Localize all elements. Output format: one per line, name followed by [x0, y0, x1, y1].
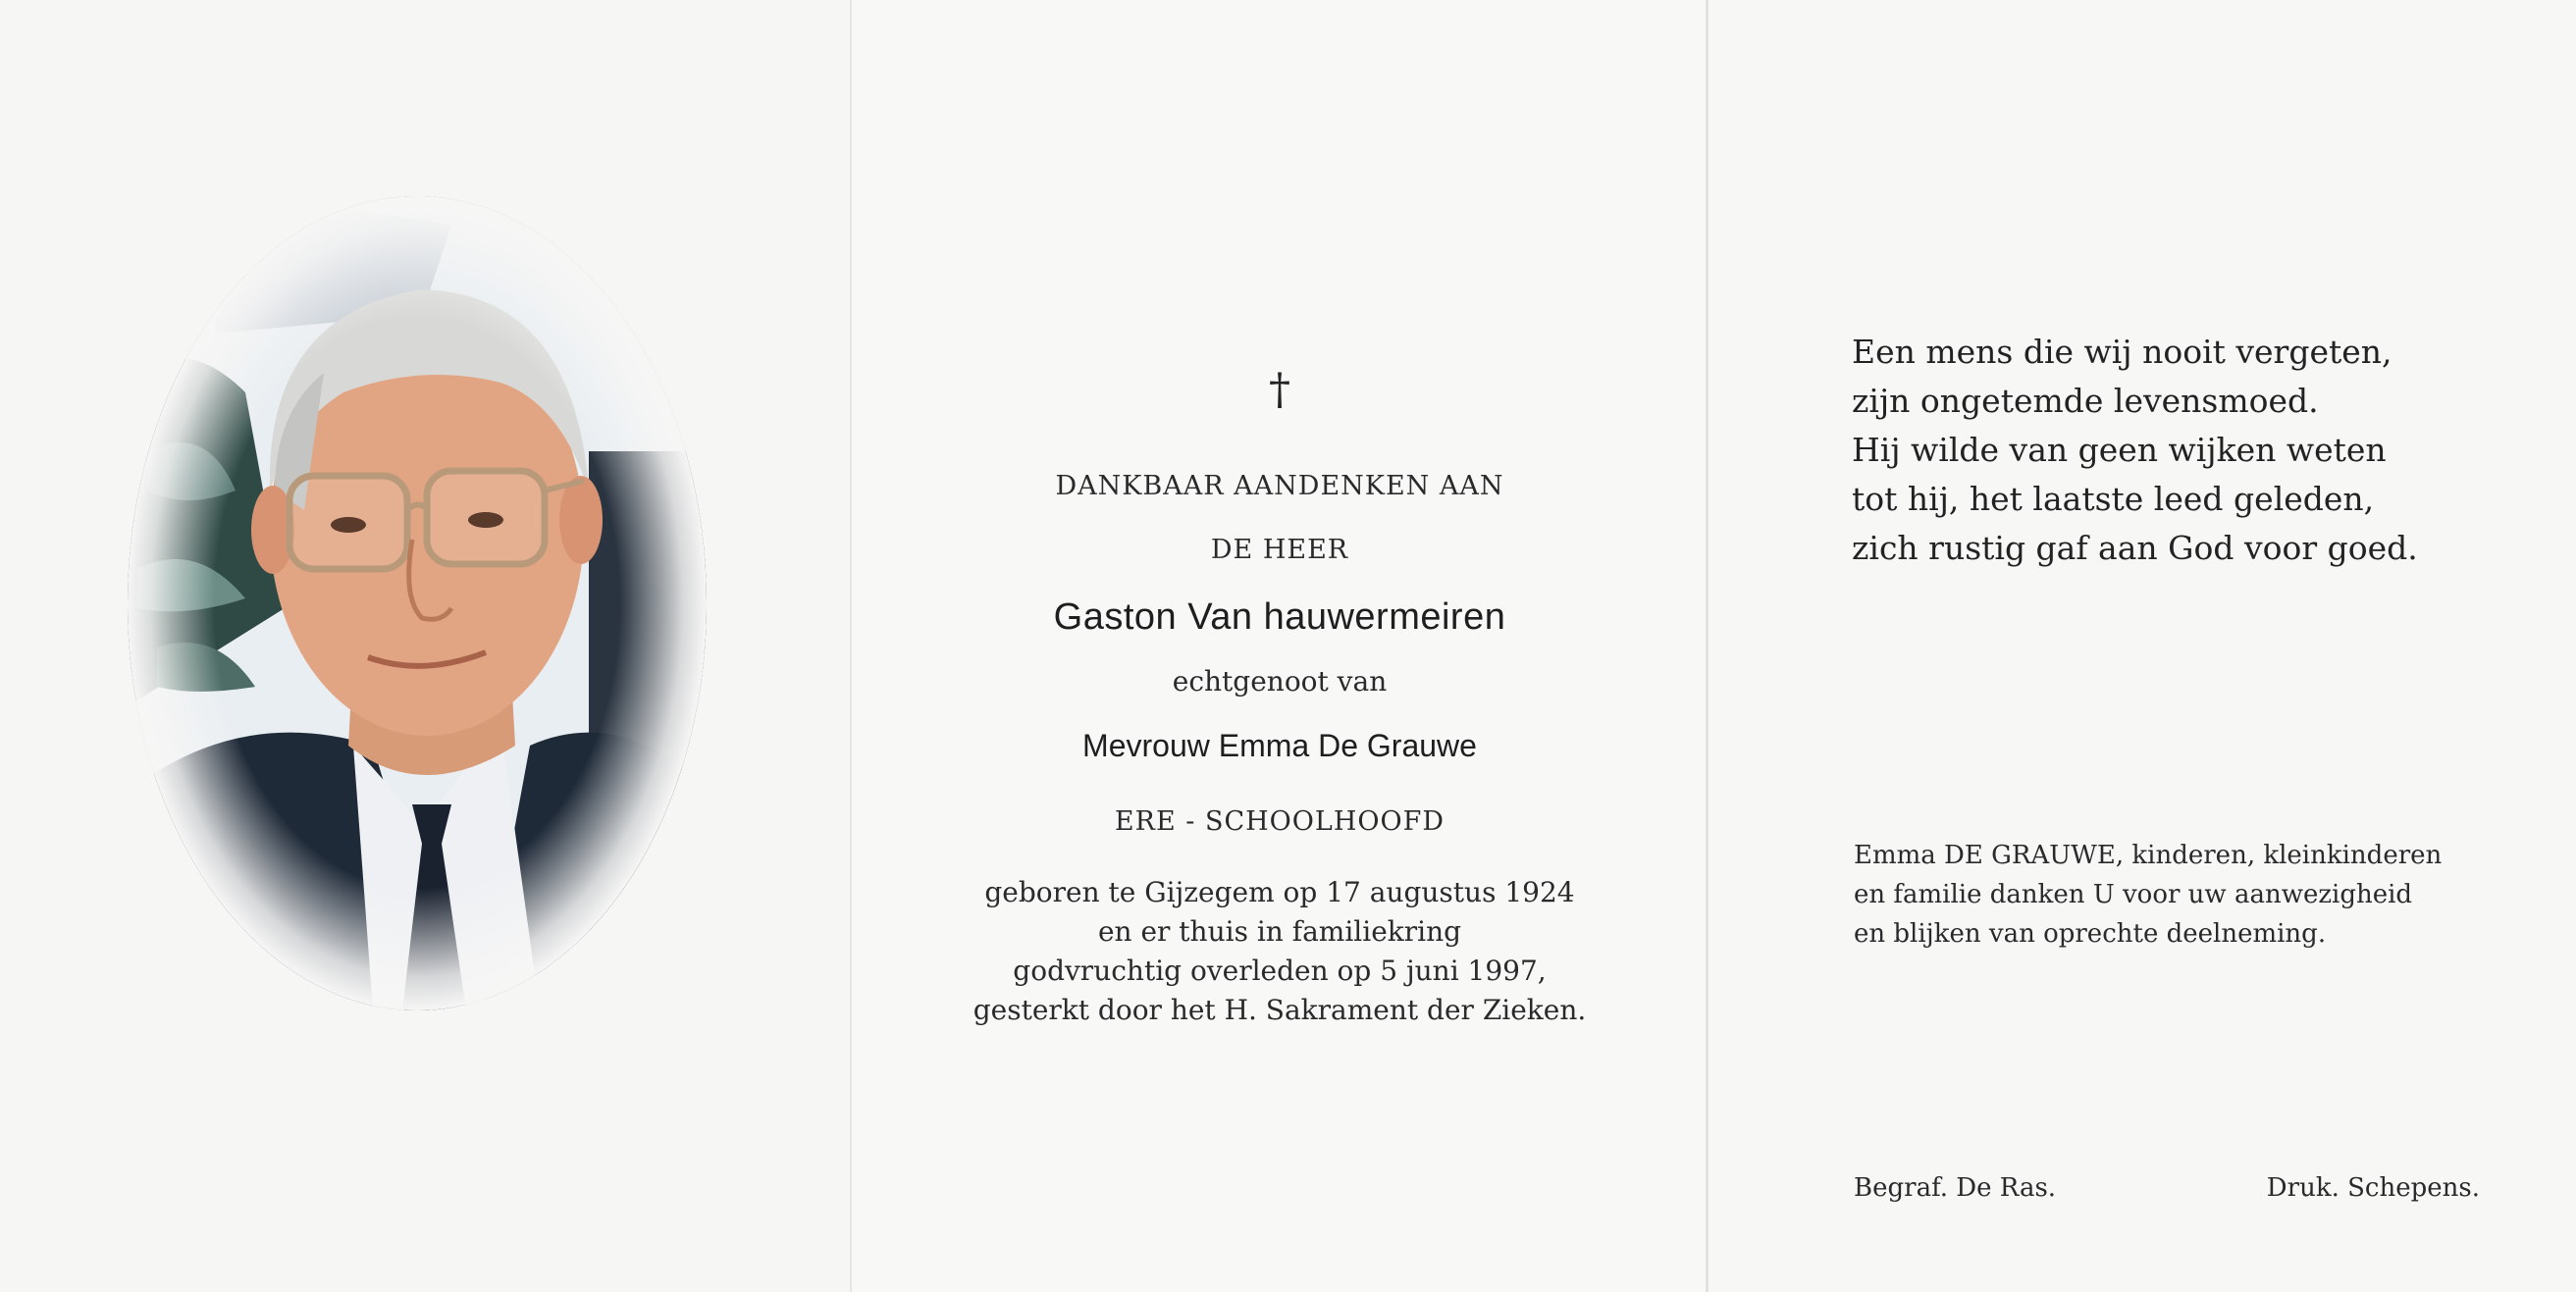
- thanks-note: [1854, 836, 2442, 954]
- life-line: gesterkt door het H. Sakrament der Zieken.: [973, 994, 1587, 1026]
- thanks-line: en familie danken U voor uw aanwezigheid: [1854, 880, 2413, 909]
- poem-line: zich rustig gaf aan God voor goed.: [1852, 529, 2418, 567]
- memorial-text-panel: [850, 0, 1706, 1292]
- honorific: DE HEER: [1210, 535, 1349, 565]
- portrait-panel: [0, 0, 850, 1292]
- deceased-name: Gaston Van hauwermeiren: [1053, 596, 1506, 638]
- poem-line: zijn ongetemde levensmoed.: [1852, 382, 2319, 420]
- life-line: en er thuis in familiekring: [1097, 915, 1462, 948]
- portrait-photo: [128, 196, 707, 1010]
- spouse-relation: echtgenoot van: [1172, 665, 1388, 698]
- profession-title: ERE - SCHOOLHOOFD: [1114, 806, 1446, 837]
- cross-symbol: †: [1269, 365, 1290, 415]
- portrait-illustration: [128, 196, 707, 1010]
- poem-line: tot hij, het laatste leed geleden,: [1852, 480, 2375, 518]
- thanks-line: Emma DE GRAUWE, kinderen, kleinkinderen: [1854, 841, 2443, 870]
- life-line: geboren te Gijzegem op 17 augustus 1924: [984, 876, 1575, 908]
- poem-line: Een mens die wij nooit vergeten,: [1852, 333, 2392, 371]
- poem-line: Hij wilde van geen wijken weten: [1852, 431, 2387, 469]
- printer-credit: Druk. Schepens.: [2266, 1173, 2480, 1203]
- spouse-name: Mevrouw Emma De Grauwe: [1082, 728, 1477, 763]
- life-line: godvruchtig overleden op 5 juni 1997,: [1013, 955, 1547, 987]
- poem-panel: [1706, 0, 2576, 1292]
- life-details: [852, 873, 1708, 1030]
- poem: [1852, 328, 2418, 573]
- funeral-home-credit: Begraf. De Ras.: [1854, 1173, 2057, 1203]
- intro-heading: DANKBAAR AANDENKEN AAN: [1055, 471, 1504, 501]
- thanks-line: en blijken van oprechte deelneming.: [1854, 919, 2327, 949]
